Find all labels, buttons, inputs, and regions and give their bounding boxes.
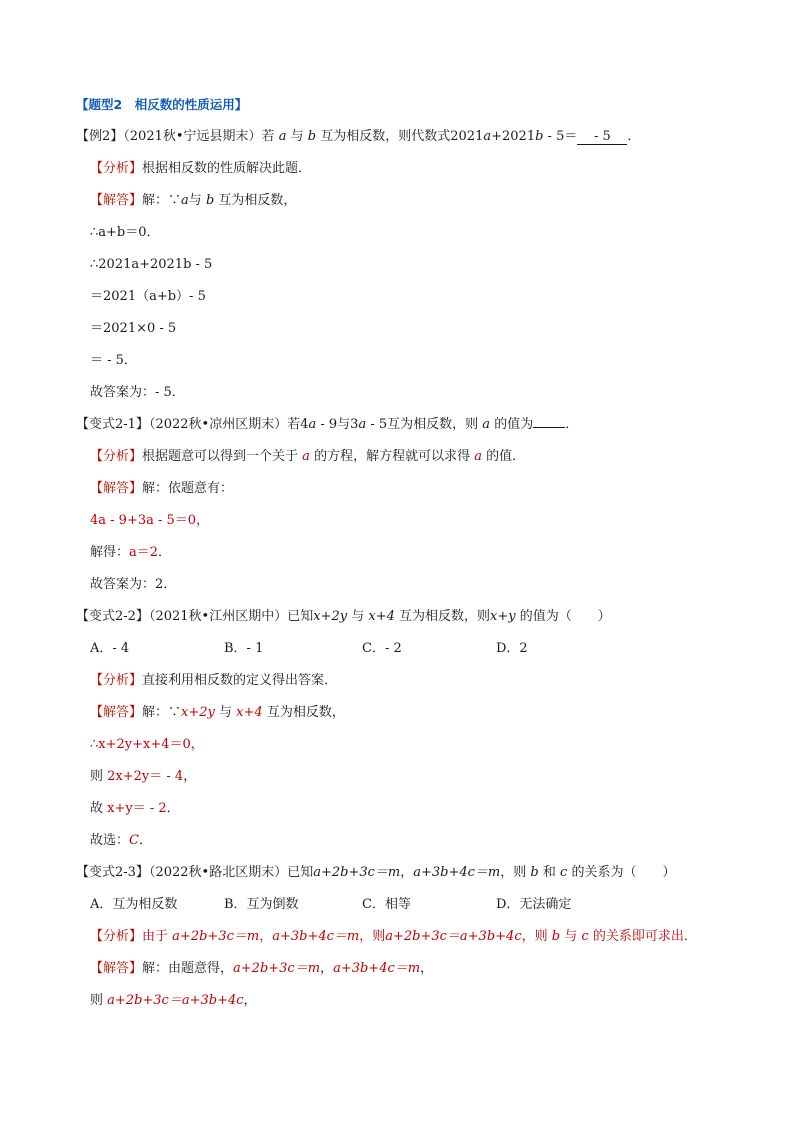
solution-tag: 【解答】 xyxy=(90,193,143,208)
solution-line: 【解答】解：∵a与 b 互为相反数， xyxy=(90,193,297,208)
answer-blank xyxy=(533,427,565,428)
analysis-tag: 【分析】 xyxy=(90,929,143,944)
option-c: C．相等 xyxy=(362,897,411,912)
analysis-line: 【分析】由于 a+2b+3c＝m，a+3b+4c＝m，则a+2b+3c＝a+3b+4c，则 b 与 c 的关系即可求出． xyxy=(90,929,697,944)
example-label: 【例2】 xyxy=(76,129,124,144)
variant-label: 【变式2-3】 xyxy=(76,865,149,880)
step-line: ＝2021×0 - 5 xyxy=(90,321,177,336)
source: （2021秋•宁远县期末） xyxy=(123,129,262,144)
step-line: ∴x+2y+x+4＝0， xyxy=(90,737,204,752)
step-line: 解得：a＝2． xyxy=(90,545,172,560)
variant-2-2-question: 【变式2-2】（2021秋•江州区期中）已知x+2y 与 x+4 互为相反数，则x+y 的值为（ ） xyxy=(76,609,611,624)
step-line: ∴2021a+2021b - 5 xyxy=(90,257,213,272)
option-d: D．2 xyxy=(496,641,528,656)
example-2-question: 【例2】（2021秋•宁远县期末）若 a 与 b 互为相反数，则代数式2021a+2021b - 5＝- 5 ． xyxy=(76,129,641,144)
solution-line: 【解答】解：∵x+2y 与 x+4 互为相反数， xyxy=(90,705,345,720)
option-d: D．无法确定 xyxy=(496,897,572,912)
analysis-tag: 【分析】 xyxy=(90,161,143,176)
final-answer: 故答案为：2． xyxy=(90,577,177,592)
step-line: ＝ - 5． xyxy=(90,353,137,368)
variant-label: 【变式2-1】 xyxy=(76,417,149,432)
variant-2-1-question: 【变式2-1】（2022秋•凉州区期末）若4a - 9与3a - 5互为相反数，则 a 的值为 ． xyxy=(76,417,579,432)
option-c: C．- 2 xyxy=(362,641,402,656)
step-line: 则 2x+2y＝ - 4， xyxy=(90,769,197,784)
analysis-line: 【分析】直接利用相反数的定义得出答案． xyxy=(90,673,338,688)
analysis-line: 【分析】根据相反数的性质解决此题． xyxy=(90,161,312,176)
variant-2-3-question: 【变式2-3】（2022秋•路北区期末）已知a+2b+3c＝m，a+3b+4c＝m，则 b 和 c 的关系为（ ） xyxy=(76,865,676,880)
variant-label: 【变式2-2】 xyxy=(76,609,149,624)
solution-line: 【解答】解：依题意有： xyxy=(90,481,234,496)
option-a: A．互为相反数 xyxy=(90,897,178,912)
step-line: 4a - 9+3a - 5＝0， xyxy=(90,513,210,528)
option-b: B．互为倒数 xyxy=(224,897,299,912)
answer-blank: - 5 xyxy=(577,129,627,145)
solution-tag: 【解答】 xyxy=(90,481,143,496)
step-line: ＝2021（a+b）- 5 xyxy=(90,289,206,304)
final-answer: 故答案为：- 5． xyxy=(90,385,185,400)
step-line: ∴a+b＝0． xyxy=(90,225,160,240)
section-title: 【题型2 相反数的性质运用】 xyxy=(76,97,248,112)
solution-tag: 【解答】 xyxy=(90,961,143,976)
option-a: A．- 4 xyxy=(90,641,130,656)
solution-line: 【解答】解：由题意得，a+2b+3c＝m，a+3b+4c＝m， xyxy=(90,961,434,976)
option-b: B．- 1 xyxy=(224,641,264,656)
analysis-line: 【分析】根据题意可以得到一个关于 a 的方程，解方程就可以求得 a 的值． xyxy=(90,449,526,464)
analysis-tag: 【分析】 xyxy=(90,449,143,464)
step-line: 则 a+2b+3c＝a+3b+4c， xyxy=(90,993,257,1008)
final-answer: 故选：C． xyxy=(90,833,152,848)
solution-tag: 【解答】 xyxy=(90,705,143,720)
step-line: 故 x+y＝ - 2． xyxy=(90,801,180,816)
analysis-tag: 【分析】 xyxy=(90,673,143,688)
